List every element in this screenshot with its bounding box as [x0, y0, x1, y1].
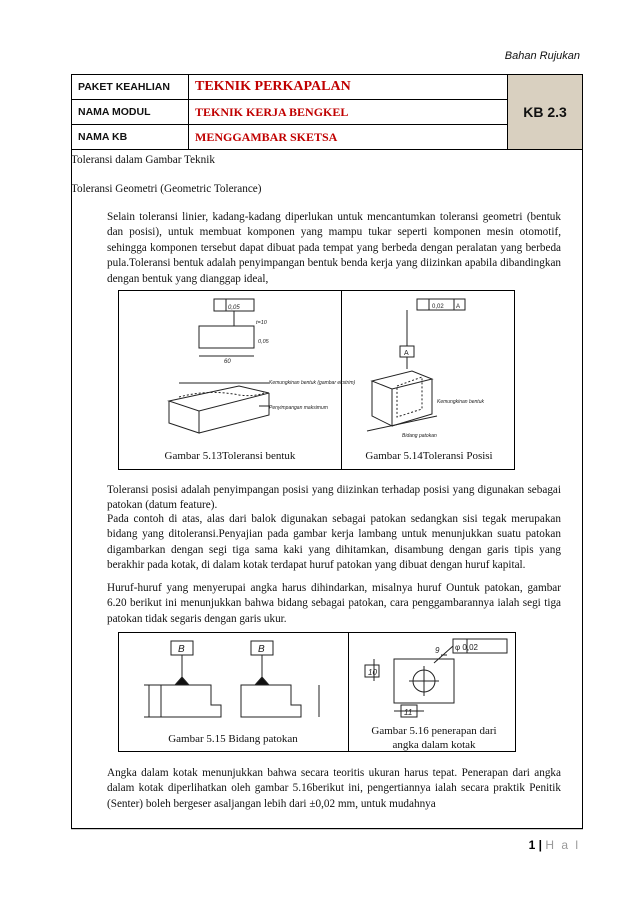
datum-b-left: B	[178, 644, 185, 655]
dim-10: 10	[368, 668, 377, 677]
heading-geometri: Toleransi Geometri (Geometric Tolerance)	[71, 183, 262, 195]
dim-height: 0,05	[258, 339, 269, 345]
heading-toleransi: Toleransi dalam Gambar Teknik	[71, 154, 215, 166]
paket-value: TEKNIK PERKAPALAN	[189, 75, 508, 100]
header-reference: Bahan Rujukan	[504, 50, 580, 62]
paragraph-4: Huruf-huruf yang menyerupai angka harus dihindarkan, misalnya huruf Ountuk patokan, gambar 6.20 berikut ini menunjukkan bahwa bidang sebagai patokan, cara penggambarannya ialah segi tiga patokan tidak segaris dengan garis ukur.	[107, 582, 561, 625]
dim-length: 60	[224, 359, 231, 365]
figure-5-13-drawing	[119, 291, 356, 441]
figure-row-2	[118, 632, 516, 752]
figure-5-16-drawing	[349, 633, 517, 719]
paket-label: PAKET KEAHLIAN	[72, 75, 189, 100]
caption-5-16: Gambar 5.16 penerapan dari angka dalam kotak	[371, 725, 497, 751]
dim-11: 11	[404, 708, 413, 717]
caption-5-13: Gambar 5.13Toleransi bentuk	[164, 450, 296, 462]
note-bidang-patokan: Bidang patokan	[402, 433, 437, 439]
paragraph-1: Selain toleransi linier, kadang-kadang diperlukan untuk mencantumkan toleransi geometri (bentuk dan posisi), untuk membuat komponen yang mampu tukar seperti komponen mesin otomotif, sehingga komponen tersebut dapat dibuat pada tempat yang berbeda dengan peralatan yang berbeda pula.Toleransi bentuk adalah penyimpangan bentuk benda kerja yang diizinkan apabila dibandingkan dengan bentuk yang dianggap ideal,	[107, 211, 561, 285]
footer-divider	[71, 829, 583, 830]
kb-label: NAMA KB	[72, 125, 189, 150]
modul-label: NAMA MODUL	[72, 100, 189, 125]
page-number	[529, 838, 580, 852]
datum-b-right: B	[258, 644, 265, 655]
tol-form-value: 0,05	[228, 305, 240, 311]
kb-value: MENGGAMBAR SKETSA	[189, 125, 508, 150]
datum-a-box: A	[404, 350, 409, 357]
note-kemungkinan: Kemungkinan bentuk	[437, 399, 484, 405]
paragraph-5: Angka dalam kotak menunjukkan bahwa secara teoritis ukuran harus tepat. Penerapan dari angka dalam kotak diperlihatkan oleh gambar 5.16berikut ini, pengertiannya ialah secara praktik Penitik (Senter) boleh bergeser asaljangan lebih dari ±0,02 mm, untuk mudahnya	[107, 767, 561, 810]
page-separator: |	[538, 838, 542, 852]
page-label: H a l	[545, 838, 580, 852]
figure-row-1	[118, 290, 515, 470]
figure-5-15-drawing	[119, 633, 347, 719]
note-kemungkinan-ekstrim: Kemungkinan bentuk (gambar ekstrim)	[269, 380, 356, 386]
module-info-table	[71, 74, 583, 150]
caption-5-14: Gambar 5.14Toleransi Posisi	[365, 450, 493, 462]
tol-phi-value: φ 0,02	[455, 643, 478, 652]
kb-code: KB 2.3	[508, 75, 583, 150]
datum-a-top: A	[456, 304, 461, 310]
note-penyimpangan: Penyimpangan maksimum	[269, 405, 328, 411]
figure-5-14-drawing	[342, 291, 516, 441]
paragraph-3: Pada contoh di atas, alas dari balok digunakan sebagai patokan sedangkan sisi tegak merupakan bidang yang ditoleransi.Penyajian pada gambar kerja lambang untuk menunjukkan suatu patokan digambarkan dengan segi tiga sama kaki yang dihitamkan, disambung dengan garis tipis yang berakhir pada kotak, di dalam kotak terdapat huruf patokan yang dibuat dengan huruf kapital.	[107, 513, 561, 572]
tol-pos-value: 0,02	[432, 304, 444, 310]
paragraph-2: Toleransi posisi adalah penyimpangan posisi yang diizinkan terhadap posisi yang digunakan sebagai patokan (datum feature).	[107, 484, 561, 512]
caption-5-15: Gambar 5.15 Bidang patokan	[168, 733, 298, 745]
modul-value: TEKNIK KERJA BENGKEL	[189, 100, 508, 125]
page-number-value: 1	[528, 838, 536, 852]
dim-9: 9	[435, 646, 440, 655]
dim-depth: t=10	[256, 320, 267, 326]
